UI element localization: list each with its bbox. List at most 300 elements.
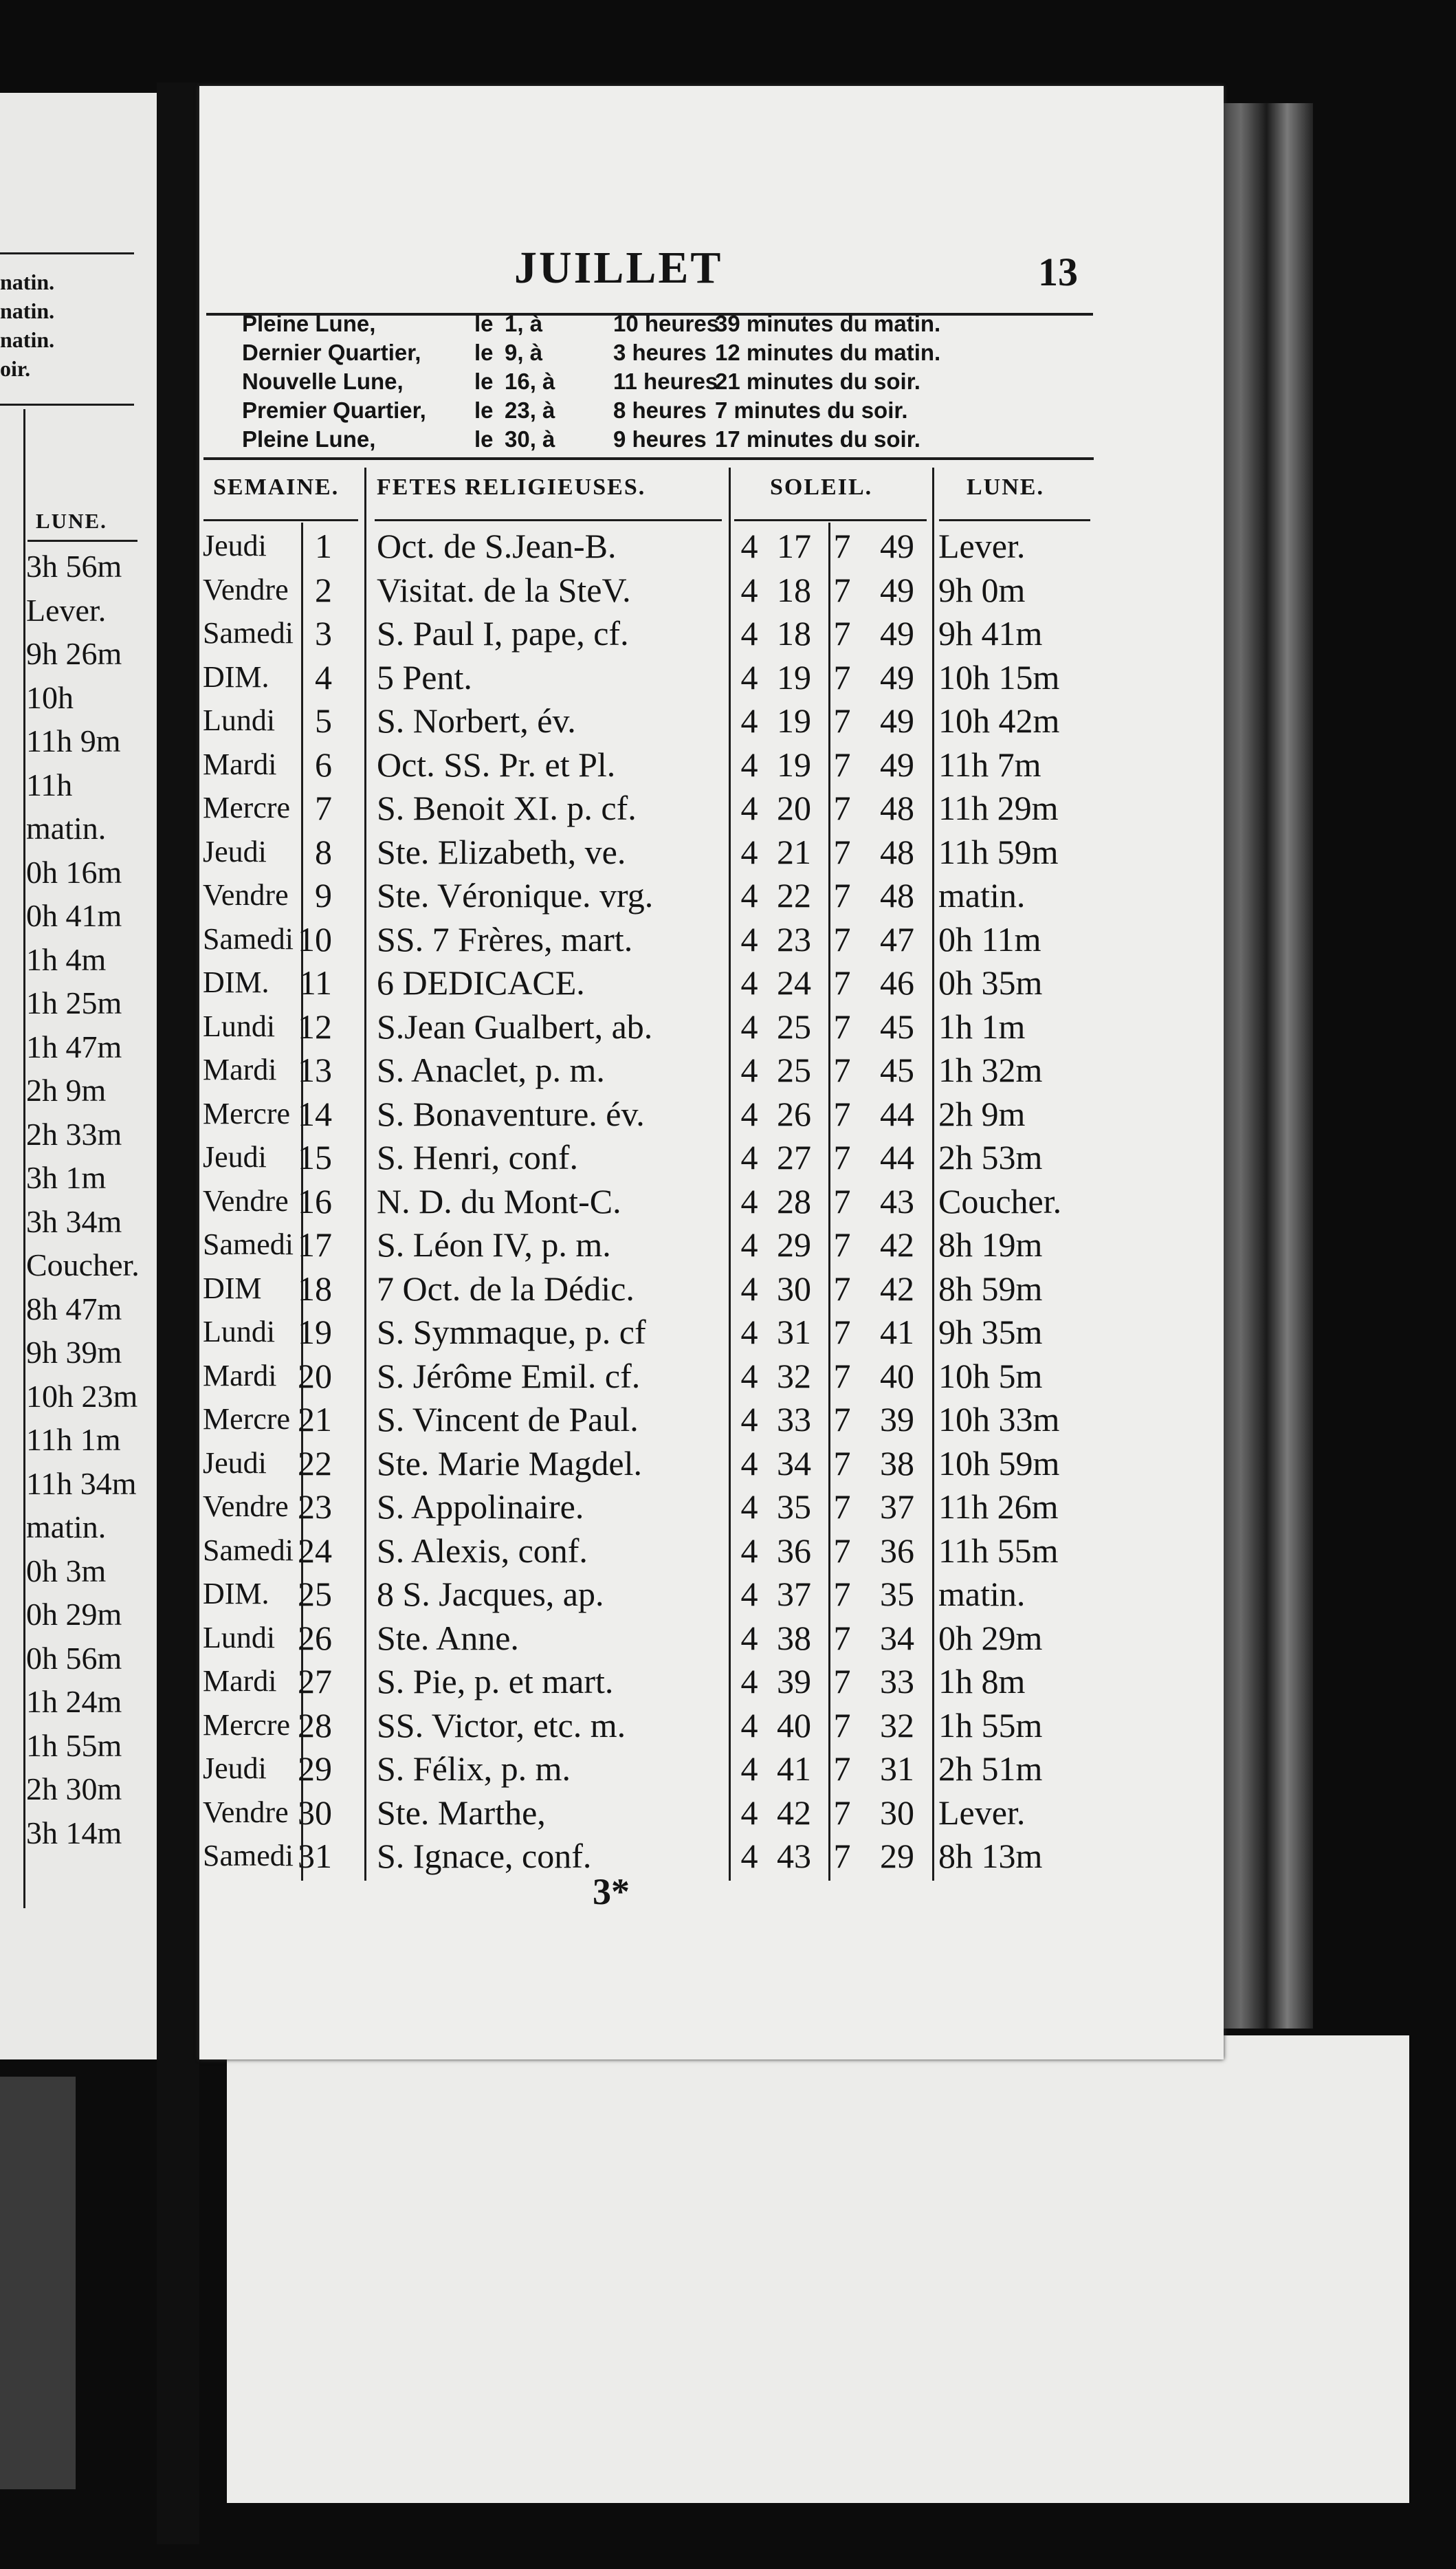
sunrise-minute: 21 [777,832,811,871]
table-row [199,873,1196,917]
sunset-minute: 48 [880,832,914,871]
sunset-hour: 7 [833,657,851,697]
phase-fragment: natin. [0,298,55,323]
left-moon-time: 1h 4m [26,941,107,977]
sunset-minute: 35 [880,1575,914,1613]
left-moon-time: 3h 14m [26,1815,122,1850]
left-page-rule [0,252,134,254]
weekday-cell: Samedi [203,1839,294,1872]
phase-le: le [474,369,494,394]
sunrise-hour: 4 [740,701,758,740]
moon-time: 8h 59m [938,1269,1043,1308]
header-underline [734,519,927,521]
sunset-hour: 7 [833,1356,851,1395]
weekday-cell: Vendre [203,1489,289,1523]
day-number: 5 [315,701,332,740]
sunset-hour: 7 [833,614,851,653]
table-row [199,1834,1196,1878]
phase-fragment: natin. [0,270,55,294]
sunset-minute: 34 [880,1618,914,1657]
sunset-minute: 41 [880,1313,914,1351]
moon-time: 10h 15m [938,657,1060,697]
day-number: 9 [315,876,332,915]
table-row [199,1267,1196,1311]
sunset-minute: 42 [880,1269,914,1308]
weekday-cell: Vendre [203,1183,289,1218]
sunrise-minute: 43 [777,1837,811,1875]
feast-name: S. Félix, p. m. [377,1749,571,1788]
table-row [199,1441,1196,1485]
left-moon-time: 0h 16m [26,854,122,890]
weekday-cell: Vendre [203,878,289,912]
sunset-minute: 30 [880,1793,914,1832]
sunrise-minute: 40 [777,1705,811,1745]
weekday-cell: DIM. [203,659,269,694]
weekday-cell: Samedi [203,921,294,956]
table-row [199,1791,1196,1835]
header-soleil: SOLEIL. [770,474,873,500]
weekday-cell: Jeudi [203,529,267,562]
weekday-cell: DIM. [203,1577,269,1610]
phase-name: Nouvelle Lune, [242,369,404,394]
moon-time: 8h 19m [938,1225,1043,1264]
sunrise-minute: 35 [777,1487,811,1526]
day-number: 15 [298,1138,332,1177]
sunrise-hour: 4 [740,1618,758,1657]
sunrise-minute: 30 [777,1269,811,1308]
sunset-hour: 7 [833,1749,851,1788]
day-number: 23 [298,1487,332,1526]
phase-name: Pleine Lune, [242,311,376,336]
day-number: 8 [315,832,332,871]
table-row [199,655,1196,699]
weekday-cell: Lundi [203,1009,276,1043]
sunset-hour: 7 [833,1575,851,1613]
feast-name: S. Vincent de Paul. [377,1400,639,1439]
feast-name: S. Anaclet, p. m. [377,1051,605,1089]
table-row [199,611,1196,655]
sunrise-minute: 28 [777,1181,811,1221]
sunrise-minute: 37 [777,1575,811,1613]
weekday-cell: Jeudi [203,1140,267,1174]
left-moon-time: matin. [26,1509,107,1544]
header-semaine: SEMAINE. [213,474,340,500]
phase-minutes: 21 minutes du soir. [715,369,920,394]
sunrise-hour: 4 [740,1094,758,1133]
sunrise-hour: 4 [740,1575,758,1613]
left-moon-time: matin. [26,811,107,846]
sunset-minute: 43 [880,1181,914,1221]
sunset-minute: 36 [880,1531,914,1570]
weekday-cell: Jeudi [203,834,267,868]
table-row [199,786,1196,830]
weekday-cell: Mercre [203,1402,291,1436]
sunrise-minute: 42 [777,1793,811,1832]
sunset-hour: 7 [833,1094,851,1133]
feast-name: S. Léon IV, p. m. [377,1225,611,1264]
left-moon-time: 10h 23m [26,1378,138,1414]
sunrise-minute: 38 [777,1618,811,1657]
sunrise-minute: 39 [777,1662,811,1701]
feast-name: S. Henri, conf. [377,1138,578,1177]
header-fetes: FETES RELIGIEUSES. [377,474,646,500]
weekday-cell: Jeudi [203,1445,267,1480]
sunrise-hour: 4 [740,1662,758,1701]
sunrise-hour: 4 [740,1181,758,1221]
day-number: 2 [315,570,332,609]
sunrise-minute: 25 [777,1007,811,1046]
sunrise-minute: 25 [777,1051,811,1089]
feast-name: Oct. de S.Jean-B. [377,527,617,565]
day-number: 17 [298,1225,332,1264]
left-moon-time: 0h 56m [26,1640,122,1676]
table-row [199,743,1196,787]
phase-hours: 9 heures [613,426,707,452]
sunset-minute: 48 [880,789,914,827]
phase-minutes: 17 minutes du soir. [715,426,920,452]
feast-name: 7 Oct. de la Dédic. [377,1269,635,1308]
table-row [199,1572,1196,1616]
sunset-hour: 7 [833,1531,851,1570]
moon-time: 9h 41m [938,614,1043,653]
feast-name: Ste. Marie Magdel. [377,1443,643,1483]
header-lune: LUNE. [967,474,1044,500]
day-number: 14 [298,1094,332,1133]
phase-hours: 8 heures [613,397,707,423]
left-moon-time: 0h 29m [26,1597,122,1632]
left-moon-time: 1h 25m [26,985,122,1020]
day-number: 7 [315,789,332,827]
sunrise-hour: 4 [740,876,758,915]
moon-time: 2h 51m [938,1749,1043,1788]
moon-time: Lever. [938,527,1026,565]
sunset-hour: 7 [833,789,851,827]
feast-name: S. Benoit XI. p. cf. [377,789,637,827]
moon-time: 10h 5m [938,1356,1043,1395]
sunset-hour: 7 [833,1443,851,1483]
book-spine [157,83,199,2544]
day-number: 28 [298,1705,332,1745]
sunrise-hour: 4 [740,789,758,827]
phase-date: 9, à [505,340,543,365]
phase-name: Pleine Lune, [242,426,376,452]
sunset-hour: 7 [833,1007,851,1046]
moon-time: 11h 55m [938,1531,1059,1570]
day-number: 3 [315,614,332,653]
left-moon-time: 2h 33m [26,1116,122,1152]
sunset-minute: 45 [880,1051,914,1089]
left-moon-time: 2h 9m [26,1073,107,1108]
sunrise-minute: 27 [777,1138,811,1177]
sunrise-minute: 19 [777,701,811,740]
feast-name: Ste. Véronique. vrg. [377,876,654,915]
sunset-hour: 7 [833,527,851,565]
left-moon-time: 11h [26,767,73,802]
table-row [199,1703,1196,1747]
table-row [199,568,1196,612]
day-number: 11 [298,963,332,1002]
phase-hours: 3 heures [613,340,707,365]
sunrise-hour: 4 [740,963,758,1002]
day-number: 19 [298,1313,332,1351]
sunset-hour: 7 [833,1138,851,1177]
phase-date: 30, à [505,426,555,452]
sunrise-hour: 4 [740,1400,758,1439]
sunrise-minute: 29 [777,1225,811,1264]
header-underline [203,519,358,521]
table-row [199,1397,1196,1441]
table-row [199,1048,1196,1092]
sunrise-hour: 4 [740,832,758,871]
sunrise-minute: 22 [777,876,811,915]
sunrise-hour: 4 [740,919,758,959]
weekday-cell: Samedi [203,1533,294,1567]
header-underline [375,519,722,521]
sunrise-minute: 26 [777,1094,811,1133]
sunset-minute: 32 [880,1705,914,1745]
phase-minutes: 12 minutes du matin. [715,340,941,365]
feast-name: N. D. du Mont-C. [377,1181,621,1221]
moon-time: 1h 32m [938,1051,1043,1089]
weekday-cell: Vendre [203,572,289,606]
sunrise-hour: 4 [740,527,758,565]
weekday-cell: Samedi [203,616,294,650]
left-moon-time: 3h 34m [26,1203,122,1239]
sunrise-minute: 41 [777,1749,811,1788]
feast-name: Ste. Elizabeth, ve. [377,832,626,871]
moon-time: 11h 29m [938,789,1059,827]
left-lune-header: LUNE. [36,509,107,533]
weekday-cell: Mardi [203,747,277,781]
table-row [199,1310,1196,1354]
day-number: 10 [298,919,332,959]
sunrise-minute: 36 [777,1531,811,1570]
sunset-hour: 7 [833,919,851,959]
day-number: 30 [298,1793,332,1832]
moon-time: 10h 42m [938,701,1060,740]
phase-fragment: natin. [0,327,55,352]
sunset-minute: 49 [880,657,914,697]
left-moon-time: 1h 55m [26,1727,122,1763]
sunset-minute: 47 [880,919,914,959]
day-number: 18 [298,1269,332,1308]
sunset-hour: 7 [833,1837,851,1875]
day-number: 24 [298,1531,332,1570]
sunrise-hour: 4 [740,570,758,609]
sunset-hour: 7 [833,1705,851,1745]
sunset-hour: 7 [833,1793,851,1832]
sunrise-hour: 4 [740,614,758,653]
moon-time: matin. [938,876,1026,915]
feast-name: Visitat. de la SteV. [377,570,631,609]
sunrise-hour: 4 [740,745,758,784]
sunrise-hour: 4 [740,1138,758,1177]
moon-time: 8h 13m [938,1837,1043,1875]
sunrise-minute: 33 [777,1400,811,1439]
feast-name: S. Symmaque, p. cf [377,1313,646,1351]
sunrise-hour: 4 [740,1837,758,1875]
sunset-minute: 46 [880,963,914,1002]
weekday-cell: Lundi [203,703,276,737]
left-moon-time: 3h 1m [26,1160,107,1195]
sunrise-minute: 18 [777,614,811,653]
phase-fragment: oir. [0,356,31,381]
left-moon-time: Coucher. [26,1247,140,1282]
left-moon-time: 10h [26,679,74,715]
moon-time: 1h 1m [938,1007,1026,1046]
sunrise-hour: 4 [740,1269,758,1308]
feast-name: 6 DEDICACE. [377,963,585,1002]
day-number: 21 [298,1400,332,1439]
sunrise-hour: 4 [740,1356,758,1395]
table-row [199,1747,1196,1791]
sunset-minute: 38 [880,1443,914,1483]
phase-name: Dernier Quartier, [242,340,421,365]
sunset-minute: 45 [880,1007,914,1046]
sunrise-hour: 4 [740,1531,758,1570]
table-row [199,961,1196,1005]
sunrise-minute: 34 [777,1443,811,1483]
sunset-minute: 39 [880,1400,914,1439]
left-moon-time: 11h 1m [26,1422,121,1457]
left-moon-time: 1h 47m [26,1029,122,1064]
feast-name: S. Bonaventure. év. [377,1094,645,1133]
table-top-rule [203,457,1094,460]
phase-date: 23, à [505,397,555,423]
phase-le: le [474,397,494,423]
table-row [199,1135,1196,1179]
moon-time: 2h 53m [938,1138,1043,1177]
sunrise-hour: 4 [740,657,758,697]
moon-time: Lever. [938,1793,1026,1832]
sunset-minute: 44 [880,1094,914,1133]
left-moon-time: 9h 39m [26,1335,122,1370]
phase-date: 1, à [505,311,543,336]
phase-date: 16, à [505,369,555,394]
sunset-hour: 7 [833,1313,851,1351]
table-row [199,1092,1196,1136]
sunset-minute: 40 [880,1356,914,1395]
weekday-cell: Lundi [203,1620,276,1654]
left-moon-time: Lever. [26,592,107,628]
feast-name: S. Jérôme Emil. cf. [377,1356,641,1395]
feast-name: Ste. Anne. [377,1618,519,1657]
weekday-cell: Mardi [203,1358,277,1392]
sunrise-hour: 4 [740,1007,758,1046]
table-row [199,1529,1196,1573]
weekday-cell: Vendre [203,1795,289,1829]
sunrise-minute: 19 [777,745,811,784]
sunrise-minute: 18 [777,570,811,609]
sunrise-hour: 4 [740,1749,758,1788]
table-row [199,1179,1196,1223]
sunset-minute: 37 [880,1487,914,1526]
sunset-hour: 7 [833,832,851,871]
left-page-fragment [0,93,158,2059]
feast-name: SS. 7 Frères, mart. [377,919,633,959]
left-moon-time: 0h 41m [26,898,122,933]
phase-le: le [474,311,494,336]
moon-time: 9h 35m [938,1313,1043,1351]
sunset-hour: 7 [833,1269,851,1308]
sunrise-minute: 23 [777,919,811,959]
weekday-cell: Lundi [203,1315,276,1348]
underlying-sheet [227,2035,1409,2503]
moon-time: 0h 35m [938,963,1043,1002]
table-row [199,1616,1196,1660]
weekday-cell: Mardi [203,1664,277,1698]
table-row [199,1354,1196,1398]
sunset-hour: 7 [833,1225,851,1264]
table-row [199,917,1196,961]
table-row [199,1485,1196,1529]
feast-name: S. Pie, p. et mart. [377,1662,614,1701]
day-number: 1 [315,527,332,565]
header-underline [939,519,1090,521]
sunrise-hour: 4 [740,1051,758,1089]
sunset-minute: 49 [880,745,914,784]
weekday-cell: Mercre [203,791,291,824]
sunset-hour: 7 [833,745,851,784]
moon-time: 1h 8m [938,1662,1026,1701]
day-number: 26 [298,1618,332,1657]
table-row [199,1223,1196,1267]
sunset-minute: 49 [880,527,914,565]
day-number: 4 [315,657,332,697]
table-row [199,699,1196,743]
moon-time: matin. [938,1575,1026,1613]
weekday-cell: DIM [203,1271,262,1305]
sunset-minute: 33 [880,1662,914,1701]
sunset-hour: 7 [833,1662,851,1701]
day-number: 25 [298,1575,332,1613]
weekday-cell: Samedi [203,1227,294,1261]
sunset-hour: 7 [833,570,851,609]
sunset-hour: 7 [833,1051,851,1089]
weekday-cell: Mercre [203,1096,291,1130]
book-page-edges [1210,103,1313,2029]
sunset-hour: 7 [833,1487,851,1526]
phase-hours: 10 heures [613,311,720,336]
left-moon-time: 3h 56m [26,549,122,584]
moon-time: 0h 29m [938,1618,1043,1657]
moon-time: 9h 0m [938,570,1026,609]
moon-time: 11h 26m [938,1487,1059,1526]
sunset-hour: 7 [833,1400,851,1439]
sunrise-minute: 20 [777,789,811,827]
sunset-hour: 7 [833,701,851,740]
table-row [199,1659,1196,1703]
table-surface [0,2077,76,2489]
feast-name: S. Ignace, conf. [377,1837,592,1875]
sunrise-minute: 31 [777,1313,811,1351]
day-number: 27 [298,1662,332,1701]
sunrise-hour: 4 [740,1313,758,1351]
sunset-minute: 49 [880,570,914,609]
left-moon-time: 2h 30m [26,1771,122,1806]
phase-minutes: 39 minutes du matin. [715,311,941,336]
day-number: 29 [298,1749,332,1788]
left-moon-time: 8h 47m [26,1291,122,1326]
feast-name: S. Norbert, év. [377,701,576,740]
moon-time: 2h 9m [938,1094,1026,1133]
sunrise-hour: 4 [740,1487,758,1526]
sunset-hour: 7 [833,963,851,1002]
moon-time: Coucher. [938,1181,1062,1221]
left-moon-time: 1h 24m [26,1684,122,1719]
moon-time: 0h 11m [938,919,1041,959]
sunset-hour: 7 [833,876,851,915]
